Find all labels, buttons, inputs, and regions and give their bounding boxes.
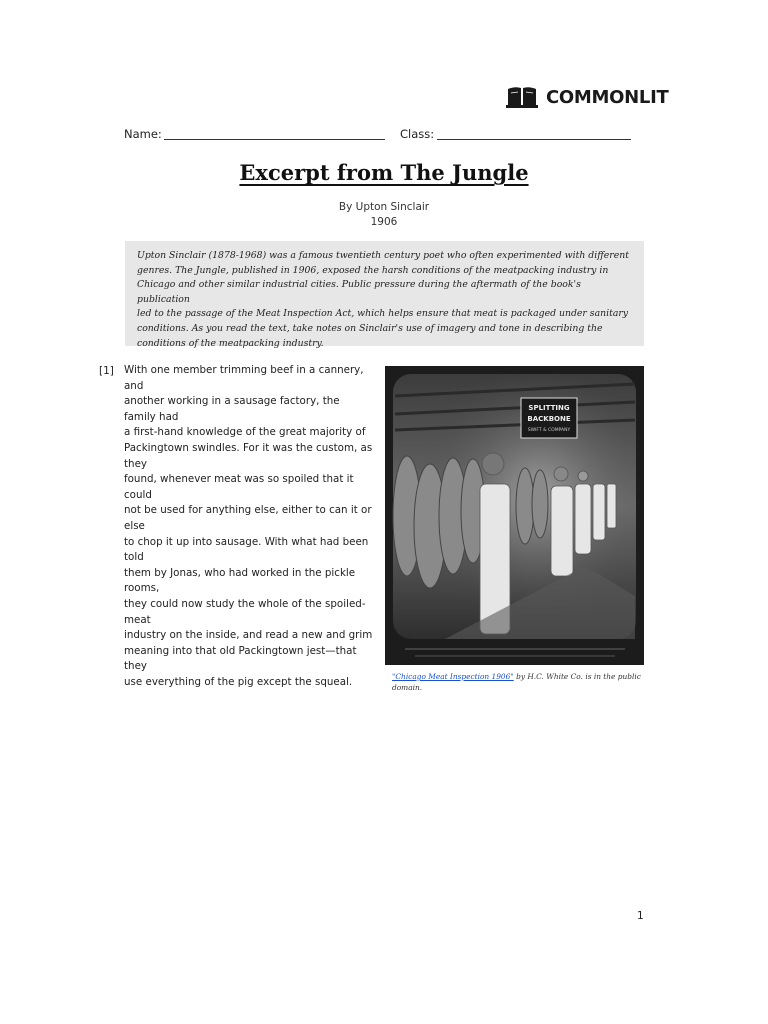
class-field-line[interactable] [437, 139, 631, 140]
paragraph-line: found, whenever meat was so spoiled that it could [124, 473, 354, 501]
paragraph-number: [1] [99, 365, 114, 377]
open-book-icon [506, 85, 538, 109]
paragraph-1 [124, 363, 374, 690]
author-byline: By Upton Sinclair [338, 201, 430, 213]
intro-line: conditions of the meatpacking industry. [137, 337, 324, 349]
caption-link[interactable]: "Chicago Meat Inspection 1906" [392, 672, 514, 681]
meatpacking-photo [385, 366, 644, 665]
paragraph-line: them by Jonas, who had worked in the pickle rooms, [124, 566, 356, 595]
logo-text: COMMONLIT [546, 86, 669, 108]
page-number: 1 [637, 910, 644, 922]
paragraph-line: another working in a sausage factory, the family had [124, 395, 340, 423]
class-label: Class: [400, 127, 435, 141]
publication-year: 1906 [370, 216, 398, 228]
paragraph-line: to chop it up into sausage. With what had been told [124, 535, 369, 564]
paragraph-line: meaning into that old Packingtown jest—that they [124, 644, 357, 673]
document-title: Excerpt from The Jungle [239, 160, 529, 185]
paragraph-line: industry on the inside, and read a new and grim [124, 629, 373, 642]
name-label: Name: [124, 127, 162, 141]
paragraph-line: With one member trimming beef in a cannery, and [124, 364, 364, 392]
intro-line: led to the passage of the Meat Inspection Act, which helps ensure that meat is packaged under sanitary [137, 308, 629, 320]
sign-line: BACKBONE [527, 415, 571, 423]
paragraph-line: Packingtown swindles. For it was the custom, as they [124, 441, 373, 470]
paragraph-line: not be used for anything else, either to can it or else [124, 504, 372, 532]
intro-line: genres. The Jungle, published in 1906, exposed the harsh conditions of the meatpacking industry in [137, 264, 609, 276]
paragraph-line: a first-hand knowledge of the great majority of [124, 426, 366, 439]
commonlit-logo [506, 84, 668, 110]
sign-line: SWIFT & COMPANY [527, 428, 571, 433]
intro-line: Chicago and other similar industrial cities. Public pressure during the aftermath of the book's publication [137, 279, 581, 305]
intro-line: Upton Sinclair (1878-1968) was a famous twentieth century poet who often experimented with different [137, 250, 629, 261]
introduction-box [125, 241, 644, 349]
meatpacking-illustration [385, 366, 644, 665]
sign-line: SPLITTING [528, 404, 570, 412]
name-field-line[interactable] [164, 139, 385, 140]
paragraph-line: they could now study the whole of the spoiled-meat [124, 597, 366, 626]
photo-caption [392, 671, 644, 693]
intro-line: conditions. As you read the text, take notes on Sinclair's use of imagery and tone in describing the [137, 322, 603, 334]
caption-text: by H.C. White Co. is in the public [513, 672, 641, 681]
caption-text-2: domain. [392, 683, 423, 692]
paragraph-line: use everything of the pig except the squeal. [124, 675, 353, 688]
